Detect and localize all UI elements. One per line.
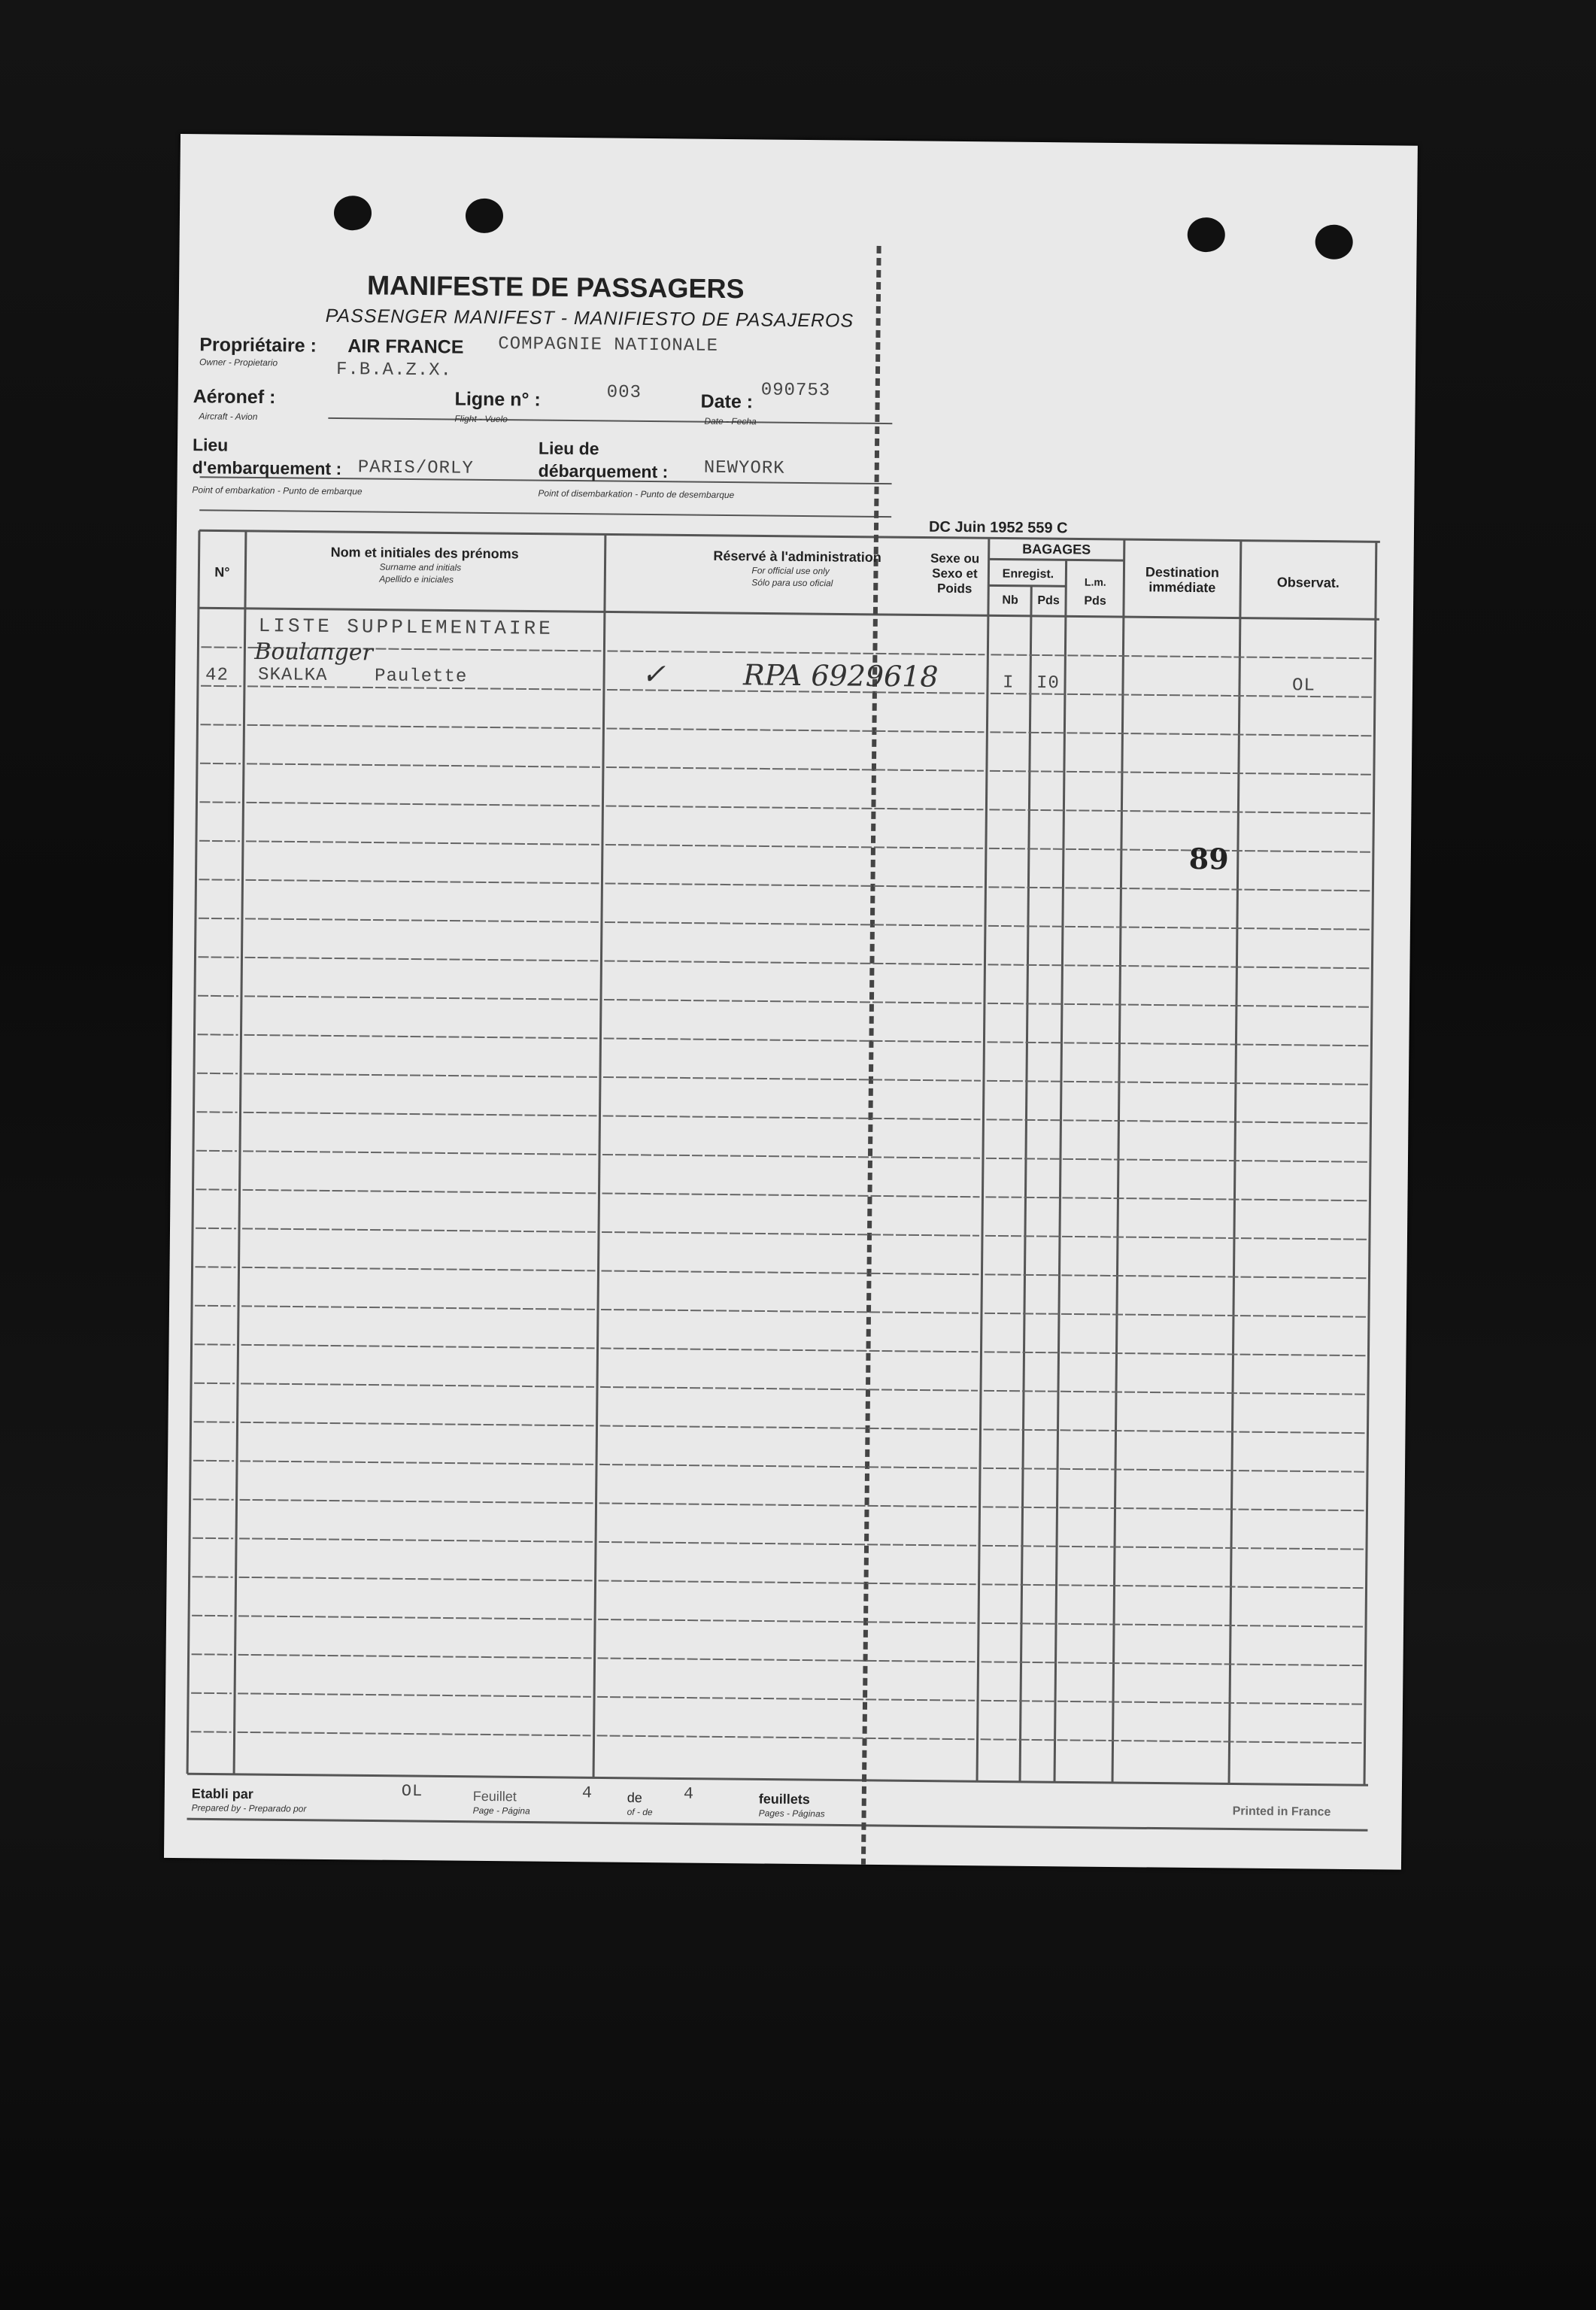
ruled-line (244, 1113, 597, 1116)
col-admin: Réservé à l'administration (713, 548, 881, 565)
ruled-line (198, 957, 238, 958)
ruled-line (239, 1538, 593, 1542)
ruled-line (984, 1391, 1365, 1395)
disembarkation-sublabel: Point of disembarkation - Punto de desembarque (538, 487, 735, 501)
embarkation-sublabel: Point of embarkation - Punto de embarque (192, 484, 363, 497)
page-label: Feuillet (472, 1788, 517, 1805)
ruled-line (241, 1306, 595, 1310)
ruled-line (985, 1236, 1367, 1240)
ruled-line (201, 686, 241, 687)
ruled-line (242, 1228, 596, 1232)
ruled-line (604, 1000, 982, 1003)
manifest-title: MANIFESTE DE PASSAGERS (366, 269, 745, 305)
supplementary-heading: LISTE SUPPLEMENTAIRE (258, 615, 554, 640)
ruled-line (242, 1267, 596, 1271)
ruled-line (982, 1623, 1363, 1627)
baggage-weight: I0 (1036, 672, 1060, 694)
ruled-line (241, 1345, 595, 1349)
row-number: 42 (205, 665, 229, 686)
form-code: DC Juin 1952 559 C (928, 518, 1068, 537)
ruled-line (239, 1577, 593, 1581)
ruled-line (601, 1348, 979, 1352)
ruled-line (602, 1270, 979, 1274)
ruled-line (607, 651, 985, 654)
baggage-count: I (1002, 672, 1015, 694)
ruled-line (241, 1383, 594, 1387)
line-sublabel: Flight - Vuelo (454, 413, 508, 425)
owner-typed: COMPAGNIE NATIONALE (498, 334, 719, 357)
ruled-line (597, 1697, 975, 1701)
ruled-line (603, 1038, 981, 1042)
ruled-line (196, 1189, 237, 1190)
col-name-sub2: Apellido e iniciales (379, 573, 454, 585)
col-admin-sub1: For official use only (751, 565, 830, 577)
printed-in-france: Printed in France (1232, 1805, 1331, 1819)
ruled-line (196, 1151, 237, 1152)
ruled-line (244, 996, 598, 1000)
line-label: Ligne n° : (454, 388, 541, 411)
sheets-sub: Pages - Páginas (758, 1808, 825, 1820)
ruled-line (198, 996, 238, 997)
prepared-by-sub: Prepared by - Preparado por (191, 1802, 307, 1814)
ruled-line (199, 879, 239, 880)
ruled-line (990, 771, 1371, 775)
ruled-line (199, 918, 239, 919)
ruled-line (599, 1580, 976, 1584)
ruled-line (987, 1042, 1368, 1046)
ruled-line (604, 961, 982, 964)
ruled-line (597, 1735, 975, 1739)
ruled-line (981, 1739, 1362, 1743)
ruled-line (243, 1190, 596, 1194)
owner-label: Propriétaire : (199, 334, 317, 357)
ruled-line (982, 1584, 1364, 1588)
col-admin-sub2: Sólo para uso oficial (751, 577, 833, 589)
disembarkation-label-1: Lieu de (538, 438, 599, 459)
ruled-line (197, 1073, 238, 1074)
of-sub: of - de (627, 1806, 653, 1818)
ruled-line (198, 1034, 238, 1035)
admin-reference: RPA 6929618 (742, 658, 939, 694)
ruled-line (602, 1116, 980, 1119)
ruled-line (196, 1228, 236, 1229)
ruled-line (193, 1461, 234, 1462)
ruled-line (602, 1155, 980, 1158)
margin-number: 89 (1188, 841, 1229, 876)
ruled-line (243, 1151, 596, 1155)
ruled-line (195, 1344, 235, 1345)
ruled-line (238, 1732, 591, 1736)
col-registered: Enregist. (1002, 567, 1054, 581)
ruled-line (981, 1701, 1362, 1704)
ruled-line (247, 725, 600, 729)
prepared-by-value: OL (401, 1781, 423, 1802)
ruled-line (606, 728, 984, 732)
ruled-line (195, 1306, 235, 1307)
of-label: de (627, 1789, 642, 1805)
col-pds: Pds (1037, 593, 1060, 608)
checkmark: ✓ (641, 657, 666, 691)
ruled-line (982, 1662, 1363, 1665)
ruled-line (985, 1313, 1366, 1317)
ruled-line (240, 1500, 593, 1504)
ruled-line (245, 918, 599, 922)
date-sublabel: Date - Fecha (704, 415, 757, 427)
ruled-line (246, 803, 599, 806)
col-hand: L.m. (1084, 575, 1106, 588)
ruled-line (197, 1112, 238, 1113)
ruled-line (600, 1425, 978, 1429)
disembarkation-value: NEWYORK (703, 457, 785, 479)
ruled-line (985, 1352, 1366, 1355)
passenger-first-name: Paulette (374, 666, 468, 688)
ruled-line (192, 1654, 232, 1655)
ruled-line (605, 883, 982, 887)
ruled-line (986, 1119, 1367, 1123)
ruled-line (598, 1658, 976, 1662)
line-value: 003 (606, 382, 642, 403)
ruled-line (989, 809, 1370, 813)
date-value: 090753 (760, 380, 831, 402)
ruled-line (194, 1383, 235, 1384)
ruled-line (606, 767, 984, 771)
col-remarks: Observat. (1276, 575, 1340, 590)
col-no: N° (214, 564, 230, 580)
page-value: 4 (581, 1783, 593, 1803)
ruled-line (246, 841, 599, 845)
ruled-line (201, 647, 241, 648)
ruled-line (244, 1035, 598, 1039)
manifest-sheet (164, 134, 1418, 1870)
date-label: Date : (700, 390, 754, 413)
ruled-line (990, 732, 1371, 736)
ruled-line (982, 1546, 1364, 1550)
ruled-line (240, 1461, 593, 1465)
ruled-line (191, 1693, 232, 1694)
embarkation-label-2: d'embarquement : (192, 457, 342, 479)
aircraft-sublabel: Aircraft - Avion (199, 411, 258, 423)
ruled-line (200, 763, 241, 764)
ruled-line (193, 1499, 234, 1500)
col-name-sub1: Surname and initials (379, 561, 462, 573)
ruled-line (193, 1538, 233, 1539)
passenger-name-handwritten: Boulanger (254, 638, 374, 666)
ruled-line (244, 1073, 597, 1077)
ruled-line (602, 1193, 980, 1197)
ruled-line (241, 1422, 594, 1426)
manifest-subtitle: PASSENGER MANIFEST - MANIFIESTO DE PASAJEROS (325, 305, 854, 332)
embarkation-value: PARIS/ORLY (357, 457, 474, 479)
col-name: Nom et initiales des prénoms (330, 544, 519, 562)
ruled-line (200, 724, 241, 725)
ruled-line (985, 1274, 1366, 1278)
owner-value: AIR FRANCE (347, 335, 464, 358)
passenger-name-typed: SKALKA (257, 665, 328, 686)
ruled-line (605, 806, 983, 809)
col-baggage: BAGAGES (1022, 541, 1091, 557)
ruled-line (599, 1542, 976, 1546)
sheets-label: feuillets (758, 1791, 810, 1808)
ruled-line (598, 1619, 976, 1623)
col-sex: Sexe ou Sexo et Poids (930, 551, 980, 596)
ruled-line (989, 848, 1370, 852)
ruled-line (238, 1655, 592, 1659)
ruled-line (599, 1465, 977, 1468)
ruled-line (988, 1003, 1369, 1007)
ruled-line (991, 654, 1372, 658)
ruled-line (987, 1081, 1368, 1085)
ruled-line (244, 958, 598, 961)
ruled-line (199, 841, 240, 842)
col-nb: Nb (1002, 593, 1018, 607)
ruled-line (605, 922, 982, 926)
ruled-line (605, 845, 983, 848)
aircraft-value: F.B.A.Z.X. (335, 360, 453, 381)
page-sub: Page - Página (472, 1805, 530, 1817)
owner-sublabel: Owner - Propietario (199, 357, 278, 369)
ruled-line (983, 1507, 1364, 1510)
ruled-line (984, 1429, 1365, 1433)
of-value: 4 (683, 1784, 695, 1804)
ruled-line (199, 802, 240, 803)
ruled-line (988, 887, 1370, 891)
remarks-value: OL (1291, 675, 1315, 697)
ruled-line (247, 763, 600, 767)
embarkation-label-1: Lieu (192, 435, 229, 455)
ruled-line (245, 880, 599, 884)
aircraft-label: Aéronef : (193, 386, 276, 408)
ruled-line (986, 1158, 1367, 1162)
disembarkation-label-2: débarquement : (538, 460, 669, 482)
ruled-line (603, 1077, 981, 1081)
ruled-line (238, 1693, 591, 1697)
ruled-line (599, 1503, 977, 1507)
ruled-line (601, 1310, 979, 1313)
col-destination: Destination immédiate (1145, 564, 1220, 596)
ruled-line (983, 1468, 1364, 1472)
ruled-line (988, 926, 1370, 930)
ruled-line (602, 1232, 979, 1236)
ruled-line (600, 1387, 978, 1391)
ruled-line (238, 1616, 592, 1619)
prepared-by-label: Etabli par (191, 1786, 253, 1802)
col-hand-pds: Pds (1084, 594, 1106, 608)
ruled-line (985, 1197, 1367, 1201)
ruled-line (988, 964, 1369, 968)
